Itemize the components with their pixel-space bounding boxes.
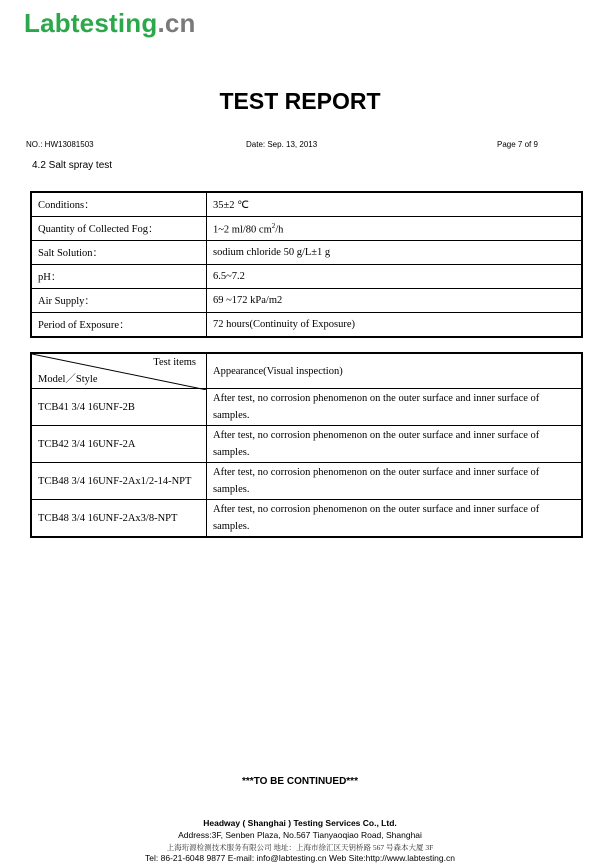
condition-key: Air Supply：: [31, 289, 207, 313]
footer-contact: Tel: 86-21-6048 9877 E-mail: info@labtesting.cn Web Site:http://www.labtesting.cn: [145, 853, 455, 863]
table-row: [31, 241, 582, 265]
labtesting-logo: [24, 8, 196, 39]
table-row: [31, 217, 582, 241]
value-text: /h: [275, 224, 284, 236]
table-row: [31, 426, 582, 463]
model-cell: TCB41 3/4 16UNF-2B: [31, 389, 207, 426]
result-cell: After test, no corrosion phenomenon on the outer surface and inner surface of samples.: [207, 426, 583, 463]
table-row: [31, 192, 582, 217]
section-heading: 4.2 Salt spray test: [32, 160, 113, 171]
condition-value: 6.5~7.2: [207, 265, 583, 289]
results-table: [30, 352, 583, 538]
table-row: [31, 313, 582, 338]
condition-key: Quantity of Collected Fog：: [31, 217, 207, 241]
result-cell: After test, no corrosion phenomenon on the outer surface and inner surface of samples.: [207, 389, 583, 426]
condition-key: pH：: [31, 265, 207, 289]
model-cell: TCB42 3/4 16UNF-2A: [31, 426, 207, 463]
table-row: [31, 389, 582, 426]
superscript: 2: [271, 221, 276, 230]
report-title: TEST REPORT: [219, 88, 381, 114]
logo-tld: .cn: [157, 8, 196, 38]
conditions-table: [30, 191, 583, 338]
condition-value: sodium chloride 50 g/L±1 g: [207, 241, 583, 265]
diagonal-header-cell: [31, 353, 207, 389]
header-model-style: Model／Style: [38, 374, 98, 385]
logo-main: Labtesting: [24, 8, 158, 38]
footer-address: Address:3F, Senben Plaza, No.567 Tianyaoqiao Road, Shanghai: [178, 830, 422, 840]
footer-company: Headway ( Shanghai ) Testing Services Co., Ltd.: [203, 818, 397, 828]
condition-value: 72 hours(Continuity of Exposure): [207, 313, 583, 338]
header-test-items: Test items: [153, 357, 196, 368]
condition-key: Salt Solution：: [31, 241, 207, 265]
condition-key: Period of Exposure：: [31, 313, 207, 338]
value-text: 1~2 ml/80 cm: [213, 224, 272, 236]
result-cell: After test, no corrosion phenomenon on the outer surface and inner surface of samples.: [207, 500, 583, 538]
condition-key: Conditions：: [31, 192, 207, 217]
condition-value: [207, 217, 583, 241]
model-cell: TCB48 3/4 16UNF-2Ax3/8-NPT: [31, 500, 207, 538]
condition-value: 69 ~172 kPa/m2: [207, 289, 583, 313]
report-number: NO.: HW13081503: [26, 140, 94, 149]
table-row: [31, 463, 582, 500]
table-row: [31, 289, 582, 313]
result-cell: After test, no corrosion phenomenon on the outer surface and inner surface of samples.: [207, 463, 583, 500]
table-header-row: [31, 353, 582, 389]
table-row: [31, 500, 582, 538]
footer-address-cn: 上海珩源检测技术服务有限公司 地址：上海市徐汇区天钥桥路 567 号森本大厦 3F: [166, 843, 434, 852]
report-date: Date: Sep. 13, 2013: [246, 140, 318, 149]
page-number: Page 7 of 9: [497, 140, 538, 149]
table-row: [31, 265, 582, 289]
header-appearance: Appearance(Visual inspection): [207, 353, 583, 389]
model-cell: TCB48 3/4 16UNF-2Ax1/2-14-NPT: [31, 463, 207, 500]
condition-value: 35±2 ℃: [207, 192, 583, 217]
to-be-continued: ***TO BE CONTINUED***: [242, 776, 358, 787]
